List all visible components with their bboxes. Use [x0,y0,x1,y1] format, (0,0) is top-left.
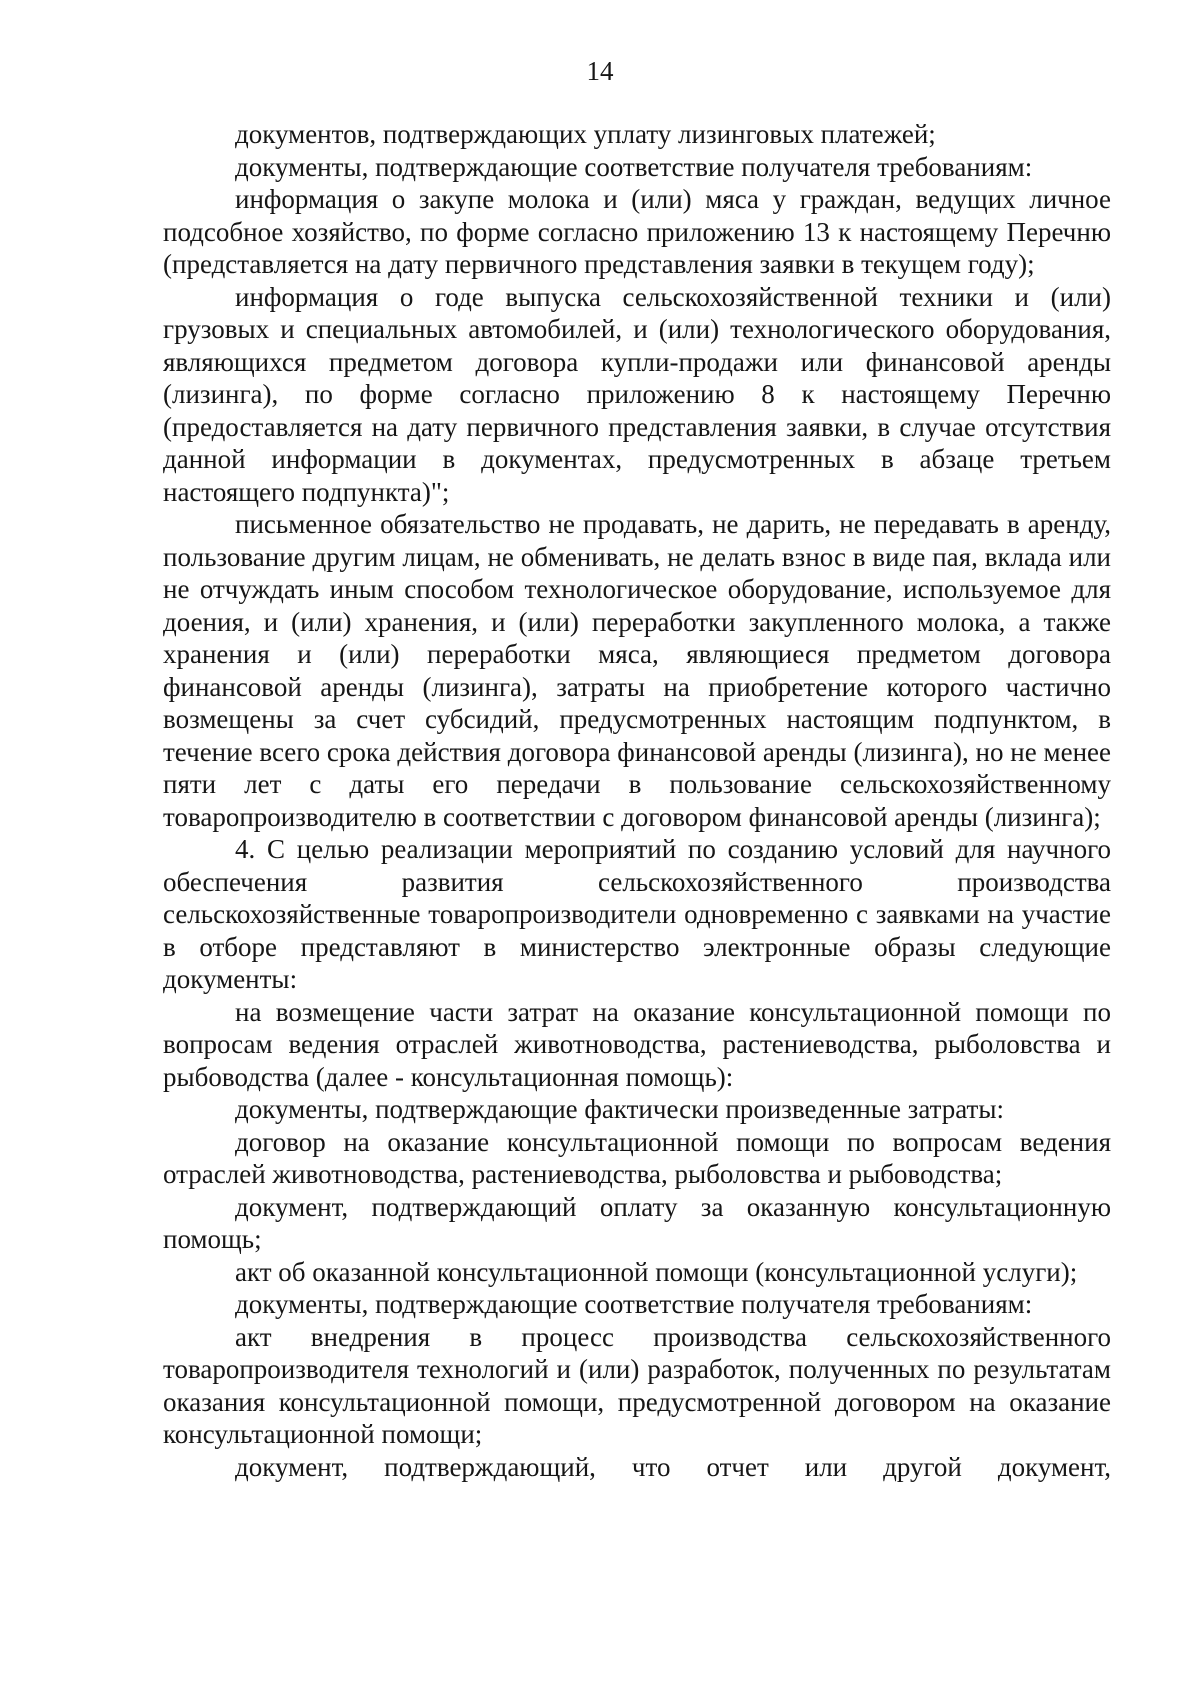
paragraph-consulting-reimbursement: на возмещение части затрат на оказание консультационной помощи по вопросам ведения отраслей животноводства, растениеводства, рыболовства и рыбоводства (далее - консультационная помощь): [163,996,1111,1092]
paragraph-consulting-contract: договор на оказание консультационной помощи по вопросам ведения отраслей животноводства, растениеводства, рыболовства и рыбоводства; [163,1126,1111,1189]
paragraph-report-document: документ, подтверждающий, что отчет или другой документ, [235,1451,1111,1482]
paragraph-payment-document: документ, подтверждающий оплату за оказанную консультационную помощь; [163,1191,1111,1254]
paragraph-milk-meat-purchase-info: информация о закупе молока и (или) мяса у граждан, ведущих личное подсобное хозяйство, по форме согласно приложению 13 к настоящему Перечню (представляется на дату первичного представления заявки в текущем году); [163,184,1111,279]
paragraph-compliance-documents: документы, подтверждающие соответствие получателя требованиям: [235,151,1033,182]
paragraph-implementation-act: акт внедрения в процесс производства сельскохозяйственного товаропроизводителя технологий и (или) разработок, полученных по результатам оказания консультационной помощи, предусмотренной договором на оказание консультационной помощи; [163,1321,1111,1449]
paragraph-consulting-act: акт об оказанной консультационной помощи (консультационной услуги); [235,1256,1078,1287]
paragraph-item-4: 4. С целью реализации мероприятий по созданию условий для научного обеспечения развития сельскохозяйственного производства сельскохозяйственные товаропроизводители одновременно с заявками на участие в отборе представляют в министерство электронные образы следующие документы: [163,834,1111,994]
paragraph-written-obligation: письменное обязательство не продавать, не дарить, не передавать в аренду, пользование другим лицам, не обменивать, не делать взнос в виде пая, вклада или не отчуждать иным способом технологическое оборудование, используемое для доения, и (или) хранения, и (или) переработки закупленного молока, а также хранения и (или) переработки мяса, являющиеся предметом договора финансовой аренды (лизинга), затраты на приобретение которого частично возмещены за счет субсидий, предусмотренных настоящим подпунктом, в течение всего срока действия договора финансовой аренды (лизинга), но не менее пяти лет с даты его передачи в пользование сельскохозяйственному товаропроизводителю в соответствии с договором финансовой аренды (лизинга); [163,509,1111,832]
paragraph-compliance-documents-2: документы, подтверждающие соответствие получателя требованиям: [235,1289,1033,1319]
paragraph-equipment-year-info: информация о годе выпуска сельскохозяйственной техники и (или) грузовых и специальных автомобилей, и (или) технологического оборудования, являющихся предметом договора купли-продажи или финансовой аренды (лизинга), по форме согласно приложению 8 к настоящему Перечню (предоставляется на дату первичного представления заявки, в случае отсутствия данной информации в документах, предусмотренных в абзаце третьем настоящего подпункта)"; [163,281,1111,507]
paragraph-leasing-payments: документов, подтверждающих уплату лизинговых платежей; [235,119,936,149]
paragraph-actual-costs: документы, подтверждающие фактически произведенные затраты: [235,1094,1004,1124]
document-body [163,118,1111,1483]
page-number: 14 [586,56,614,86]
